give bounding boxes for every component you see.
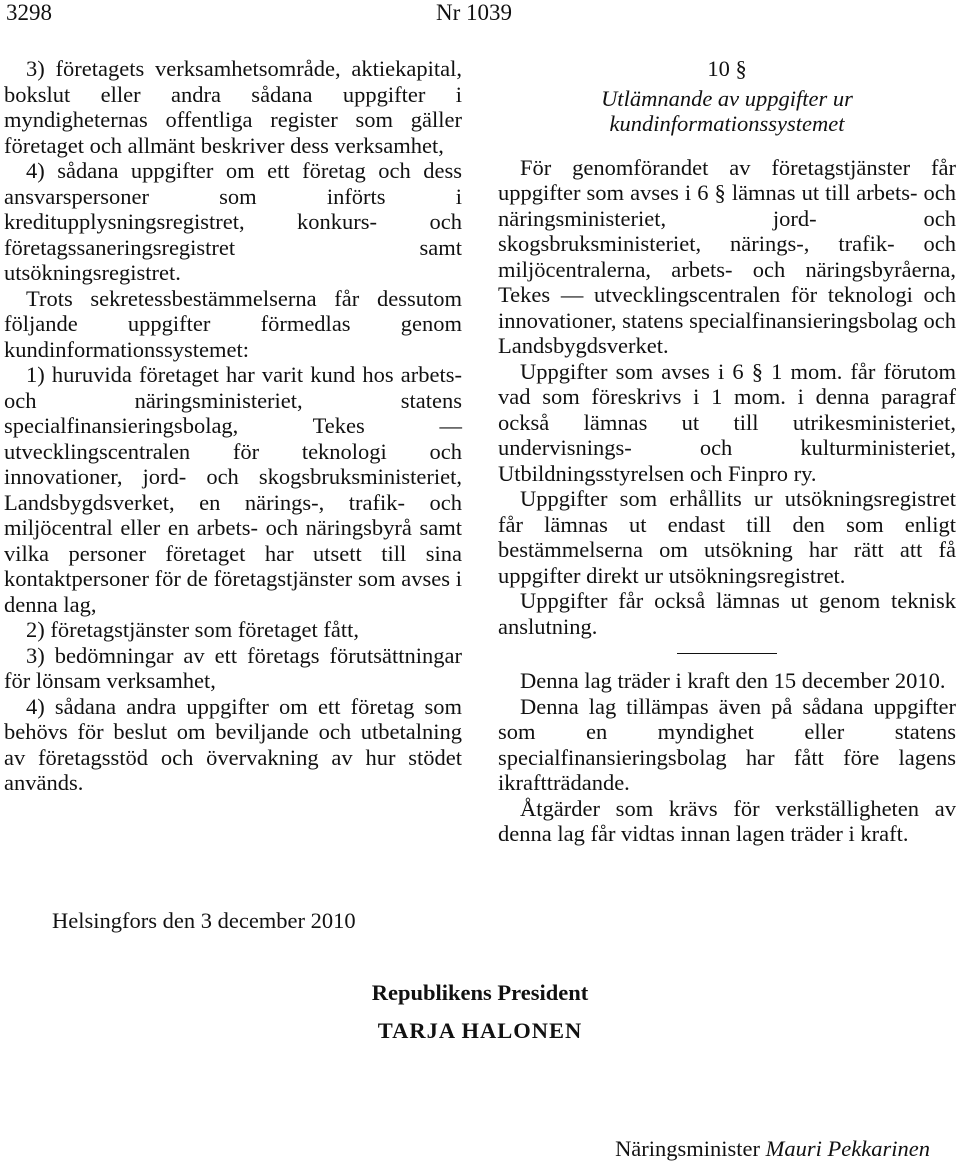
paragraph: Uppgifter får också lämnas ut genom teknisk anslutning. (498, 588, 956, 639)
president-name: TARJA HALONEN (377, 1018, 583, 1043)
president-title: Republikens President (371, 980, 589, 1005)
minister-signature (615, 1136, 930, 1162)
section-number: 10 § (707, 56, 747, 81)
place-date: Helsingfors den 3 december 2010 (52, 908, 356, 933)
entry-into-force: Denna lag träder i kraft den 15 december 2010. (520, 668, 946, 693)
section-divider (677, 653, 777, 654)
paragraph: 4) sådana uppgifter om ett företag och dess ansvarspersoner som införts i kreditupplysningsregistret, konkurs- och företagssaneringsregistret samt utsökningsregistret. (4, 158, 462, 285)
paragraph: 1) huruvida företaget har varit kund hos arbets- och näringsministeriet, statens specialfinansieringsbolag, Tekes — utvecklingscentralen för teknologi och innovationer, jord- och skogsbruksministeriet, Landsbygdsverket, en närings-, trafik- och miljöcentral eller en arbets- och näringsbyrå samt vilka personer företaget har utsett till sina kontaktpersoner för de företagstjänster som avses i denna lag, (4, 362, 462, 617)
minister-name: Mauri Pekkarinen (765, 1136, 930, 1161)
paragraph: Uppgifter som avses i 6 § 1 mom. får förutom vad som föreskrivs i 1 mom. i denna paragraf också lämnas ut till utrikesministeriet, undervisnings- och kulturministeriet, Utbildningsstyrelsen och Finpro ry. (498, 358, 956, 486)
paragraph: 3) företagets verksamhetsområde, aktiekapital, bokslut eller andra sådana uppgifter i myndigheternas offentliga register som gäller företaget och allmänt beskriver dess verksamhet, (4, 56, 462, 158)
left-column (4, 56, 462, 796)
minister-title: Näringsminister (615, 1136, 761, 1161)
transitional-provision: Denna lag tillämpas även på sådana uppgifter som en myndighet eller statens specialfinansieringsbolag har fått före lagens ikraftträdande. (498, 693, 956, 795)
paragraph: 3) bedömningar av ett företags förutsättningar för lönsam verksamhet, (4, 642, 462, 693)
paragraph: 4) sådana andra uppgifter om ett företag som behövs för beslut om beviljande och utbetalning av företagsstöd och övervakning av hur stödet används. (4, 693, 462, 795)
paragraph: Trots sekretessbestämmelserna får dessutom följande uppgifter förmedlas genom kundinformationssystemet: (4, 285, 462, 362)
paragraph: För genomförandet av företagstjänster får uppgifter som avses i 6 § lämnas ut till arbets- och näringsministeriet, jord- och skogsbruksministeriet, närings-, trafik- och miljöcentralerna, arbets- och näringsbyråerna, Tekes — utvecklingscentralen för teknologi och innovationer, statens specialfinansieringsbolag och Landsbygdsverket. (498, 154, 956, 358)
statute-number: Nr 1039 (436, 0, 513, 25)
page-number: 3298 (6, 0, 52, 25)
section-title: Utlämnande av uppgifter ur kundinformationssystemet (601, 85, 853, 136)
paragraph: Uppgifter som erhållits ur utsökningsregistret får lämnas ut endast till den som enligt bestämmelserna om utsökning har rätt att få uppgifter direkt ur utsökningsregistret. (498, 486, 956, 588)
right-column (498, 56, 956, 847)
paragraph: 2) företagstjänster som företaget fått, (26, 617, 359, 642)
implementation-provision: Åtgärder som krävs för verkställigheten av denna lag får vidtas innan lagen träder i kraft. (498, 795, 956, 846)
